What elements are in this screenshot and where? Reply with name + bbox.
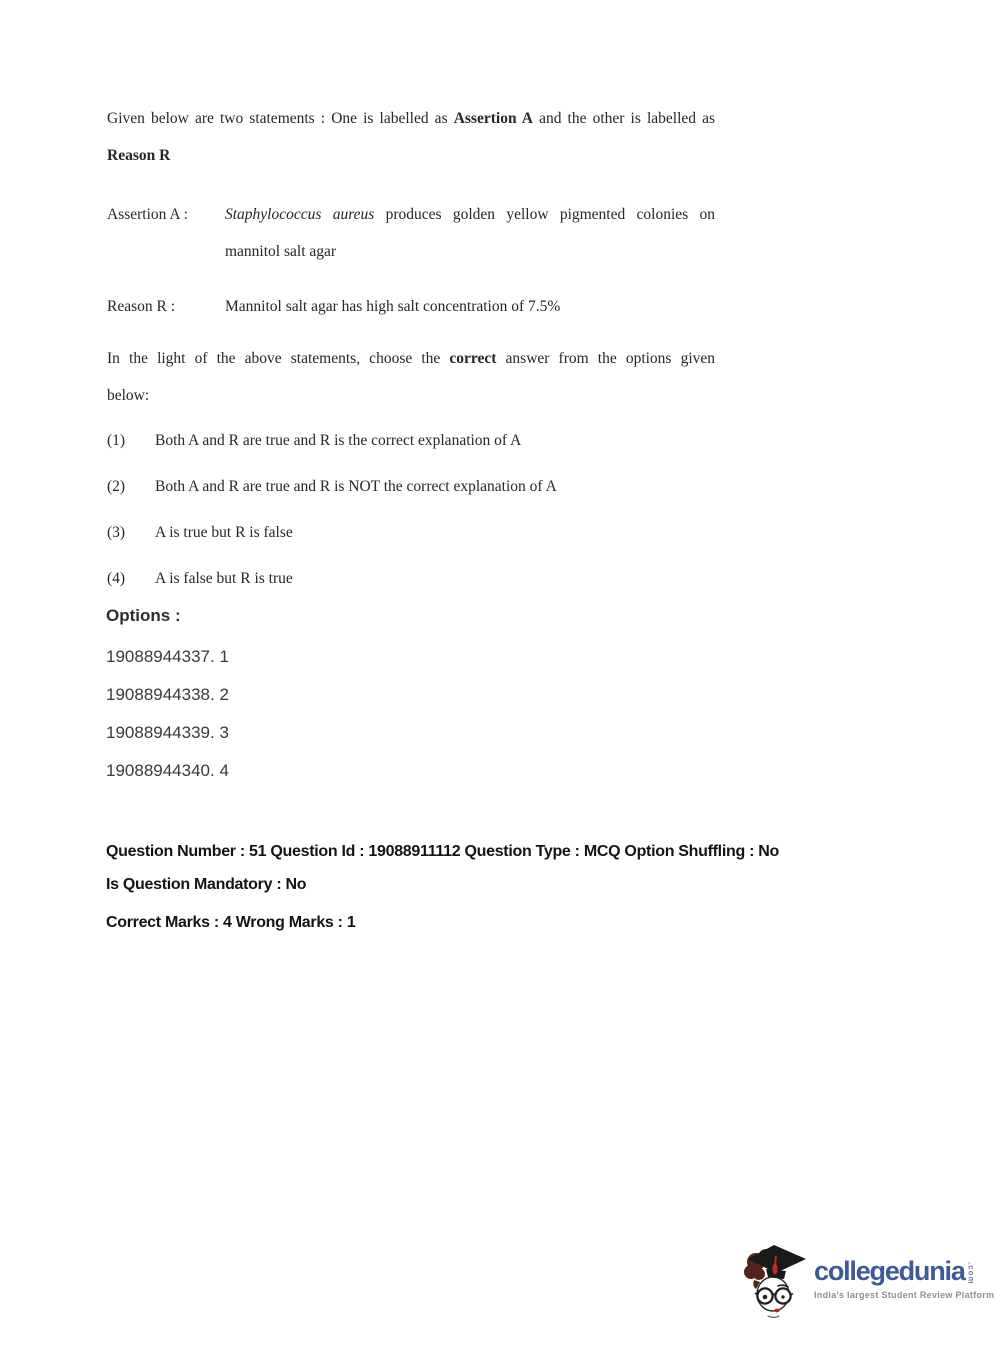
options-section [106, 604, 706, 784]
choice-number: (4) [107, 570, 126, 587]
intro-text-post: and the other is labelled as [533, 110, 716, 127]
option-id-line: 19088944339. 3 [106, 723, 229, 742]
instruction-line-1 [107, 347, 715, 371]
choice-number: (1) [107, 432, 126, 449]
option-id-line: 19088944337. 1 [106, 647, 229, 666]
instruction-line-2: below: [107, 387, 150, 404]
choices-list [107, 430, 715, 614]
choice-text: A is false but R is true [155, 570, 293, 587]
choice-row [107, 430, 715, 452]
assertion-a-bold: Assertion A [453, 110, 533, 127]
instruction-paragraph [107, 347, 715, 408]
assertion-line-1 [225, 203, 715, 227]
reason-text: Mannitol salt agar has high salt concentration of 7.5% [225, 298, 561, 315]
choice-text: Both A and R are true and R is the correct explanation of A [155, 432, 522, 449]
reason-label: Reason R : [107, 298, 176, 315]
instruction-text-post: answer from the options given [496, 350, 716, 367]
brand-tld: .com [966, 1262, 976, 1285]
assertion-text: produces golden yellow pigmented colonies on [374, 206, 715, 223]
brand-text: collegedunia [814, 1256, 965, 1286]
assertion-row [107, 203, 715, 264]
question-metadata [106, 840, 926, 935]
choice-number: (3) [107, 524, 126, 541]
correct-bold: correct [449, 350, 497, 367]
choice-row [107, 522, 715, 544]
intro-paragraph [107, 107, 715, 168]
choice-row [107, 476, 715, 498]
instruction-text-pre: In the light of the above statements, choose the [107, 350, 450, 367]
assertion-label: Assertion A : [107, 206, 188, 223]
metadata-line-2: Is Question Mandatory : No [106, 876, 307, 893]
choice-row [107, 568, 715, 590]
choice-text: A is true but R is false [155, 524, 293, 541]
reason-row [107, 295, 715, 319]
collegedunia-logo [740, 1244, 995, 1322]
intro-text-pre: Given below are two statements : One is labelled as [107, 110, 454, 127]
reason-r-bold: Reason R [107, 147, 171, 164]
option-id-line: 19088944340. 4 [106, 761, 229, 780]
metadata-line-1: Question Number : 51 Question Id : 19088911112 Question Type : MCQ Option Shuffling : No [106, 843, 779, 860]
metadata-line-3: Correct Marks : 4 Wrong Marks : 1 [106, 914, 356, 931]
assertion-line-2: mannitol salt agar [225, 243, 337, 260]
species-name-italic: Staphylococcus aureus [225, 206, 375, 223]
options-heading: Options : [106, 606, 181, 625]
intro-line-1 [107, 107, 715, 131]
option-id-line: 19088944338. 2 [106, 685, 229, 704]
brand-tagline: India's largest Student Review Platform [814, 1290, 995, 1300]
choice-number: (2) [107, 478, 126, 495]
choice-text: Both A and R are true and R is NOT the correct explanation of A [155, 478, 557, 495]
collegedunia-mascot-icon [740, 1244, 808, 1320]
